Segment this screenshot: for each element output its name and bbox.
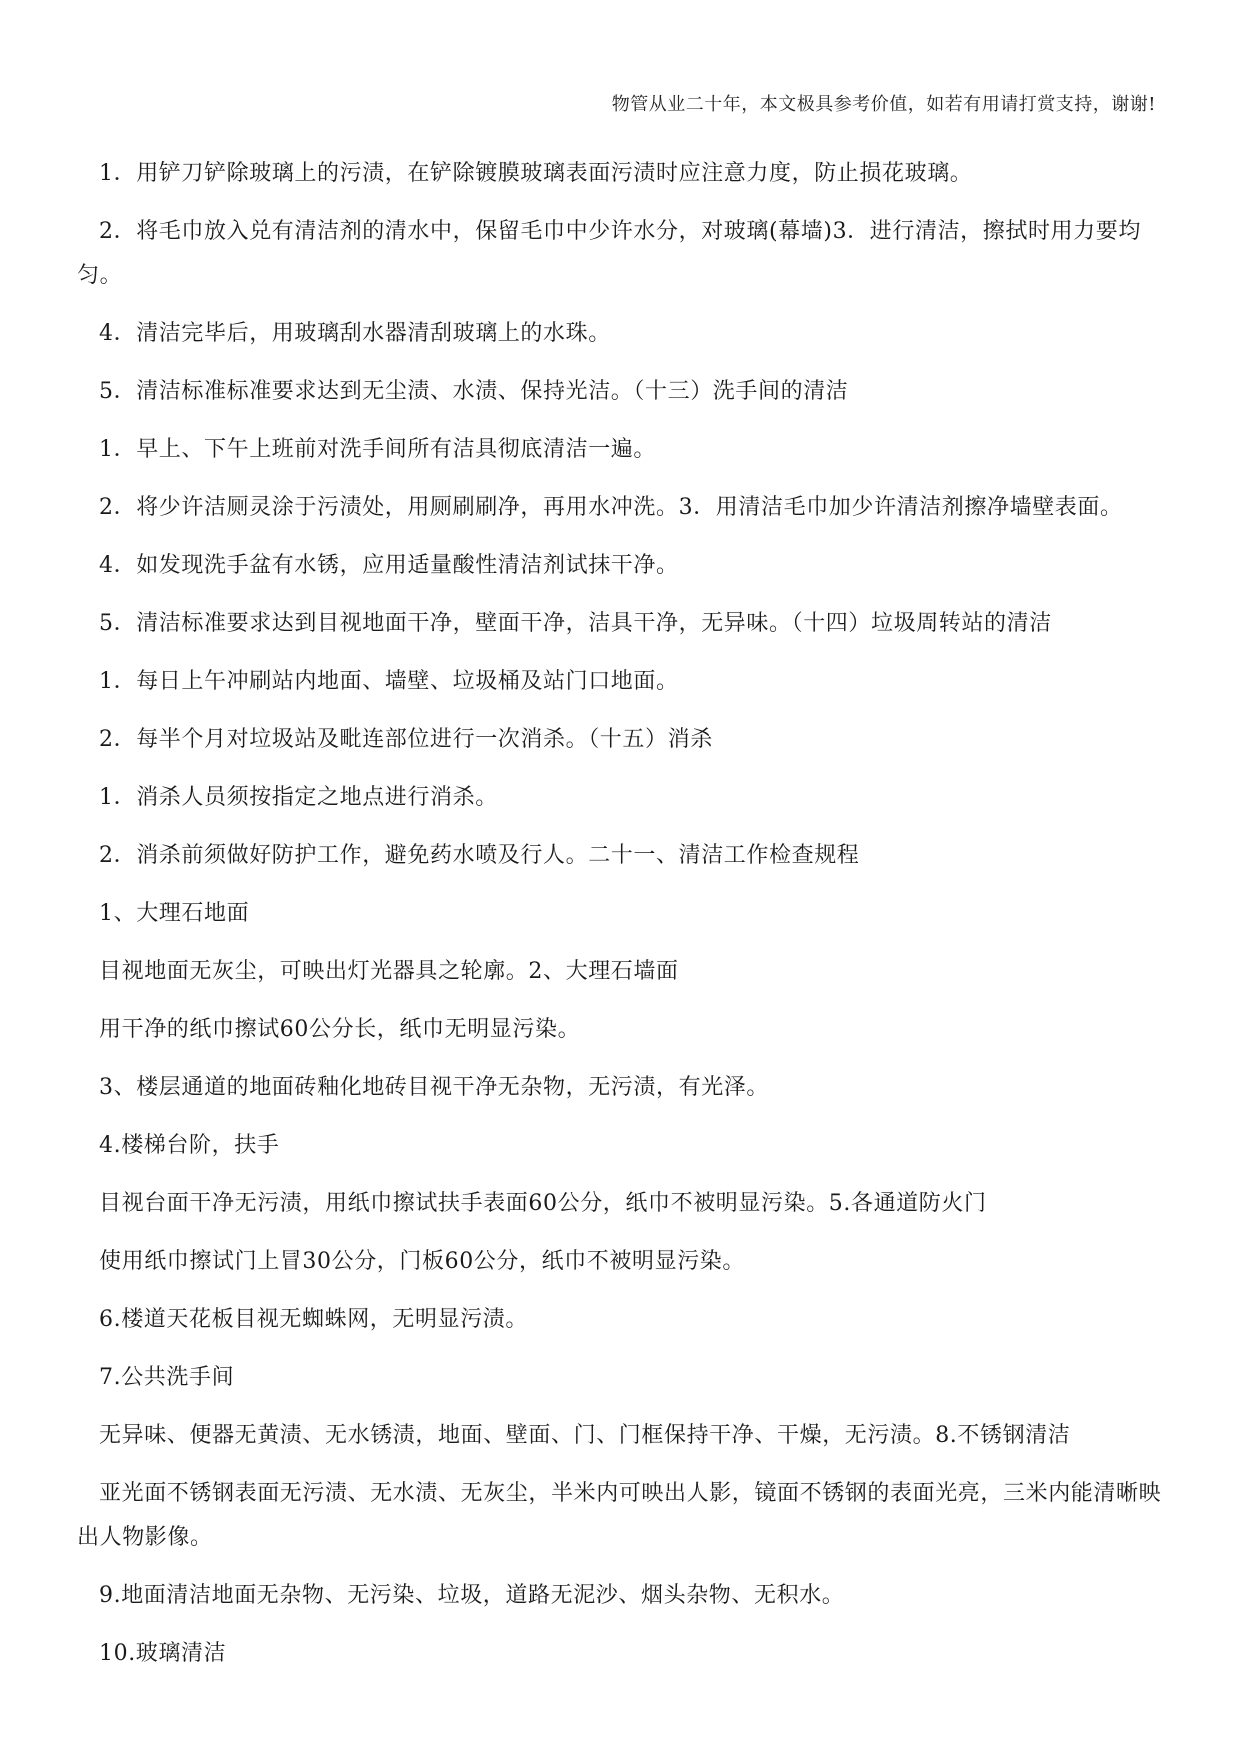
paragraph: 7.公共洗手间 — [99, 1365, 235, 1390]
header-note: 物管从业二十年，本文极具参考价值，如若有用请打赏支持，谢谢! — [611, 94, 1156, 115]
paragraph: 4．如发现洗手盆有水锈，应用适量酸性清洁剂试抹干净。 — [99, 553, 679, 578]
paragraph: 6.楼道天花板目视无蜘蛛网，无明显污渍。 — [99, 1307, 528, 1332]
paragraph: 2．将少许洁厕灵涂于污渍处，用厕刷刷净，再用水冲洗。3．用清洁毛巾加少许清洁剂擦净墙壁表面。 — [99, 495, 1123, 520]
paragraph: 亚光面不锈钢表面无污渍、无水渍、无灰尘，半米内可映出人影，镜面不锈钢的表面光亮，三米内能清晰映出人物影像。 — [77, 1481, 1162, 1550]
paragraph: 1．消杀人员须按指定之地点进行消杀。 — [99, 785, 498, 810]
paragraph: 4.楼梯台阶，扶手 — [99, 1133, 280, 1158]
paragraph: 1．用铲刀铲除玻璃上的污渍，在铲除镀膜玻璃表面污渍时应注意力度，防止损花玻璃。 — [99, 161, 973, 186]
paragraph: 2．将毛巾放入兑有清洁剂的清水中，保留毛巾中少许水分，对玻璃(幕墙)3．进行清洁，擦拭时用力要均匀。 — [77, 219, 1141, 288]
paragraph: 5．清洁标准标准要求达到无尘渍、水渍、保持光洁。（十三）洗手间的清洁 — [99, 379, 849, 404]
paragraph: 2．消杀前须做好防护工作，避免药水喷及行人。二十一、清洁工作检查规程 — [99, 843, 860, 868]
paragraph: 5．清洁标准要求达到目视地面干净，壁面干净，洁具干净，无异味。（十四）垃圾周转站的清洁 — [99, 611, 1052, 636]
paragraph: 目视地面无灰尘，可映出灯光器具之轮廓。2、大理石墙面 — [99, 959, 679, 984]
paragraph: 无异味、便器无黄渍、无水锈渍，地面、壁面、门、门框保持干净、干燥，无污渍。8.不锈钢清洁 — [99, 1423, 1071, 1448]
paragraph: 目视台面干净无污渍，用纸巾擦试扶手表面60公分，纸巾不被明显污染。5.各通道防火门 — [99, 1191, 987, 1216]
paragraph: 2．每半个月对垃圾站及毗连部位进行一次消杀。（十五）消杀 — [99, 727, 713, 752]
paragraph: 1．每日上午冲刷站内地面、墙壁、垃圾桶及站门口地面。 — [99, 669, 679, 694]
paragraph: 用干净的纸巾擦试60公分长，纸巾无明显污染。 — [99, 1017, 581, 1042]
paragraph: 1．早上、下午上班前对洗手间所有洁具彻底清洁一遍。 — [99, 437, 656, 462]
paragraph: 1、大理石地面 — [99, 901, 250, 926]
paragraph: 3、楼层通道的地面砖釉化地砖目视干净无杂物，无污渍，有光泽。 — [99, 1075, 769, 1100]
paragraph: 9.地面清洁地面无杂物、无污染、垃圾，道路无泥沙、烟头杂物、无积水。 — [99, 1583, 845, 1608]
paragraph: 使用纸巾擦试门上冒30公分，门板60公分，纸巾不被明显污染。 — [99, 1249, 745, 1274]
paragraph: 10.玻璃清洁 — [99, 1641, 227, 1666]
paragraph: 4．清洁完毕后，用玻璃刮水器清刮玻璃上的水珠。 — [99, 321, 611, 346]
document-body — [77, 152, 1162, 1690]
